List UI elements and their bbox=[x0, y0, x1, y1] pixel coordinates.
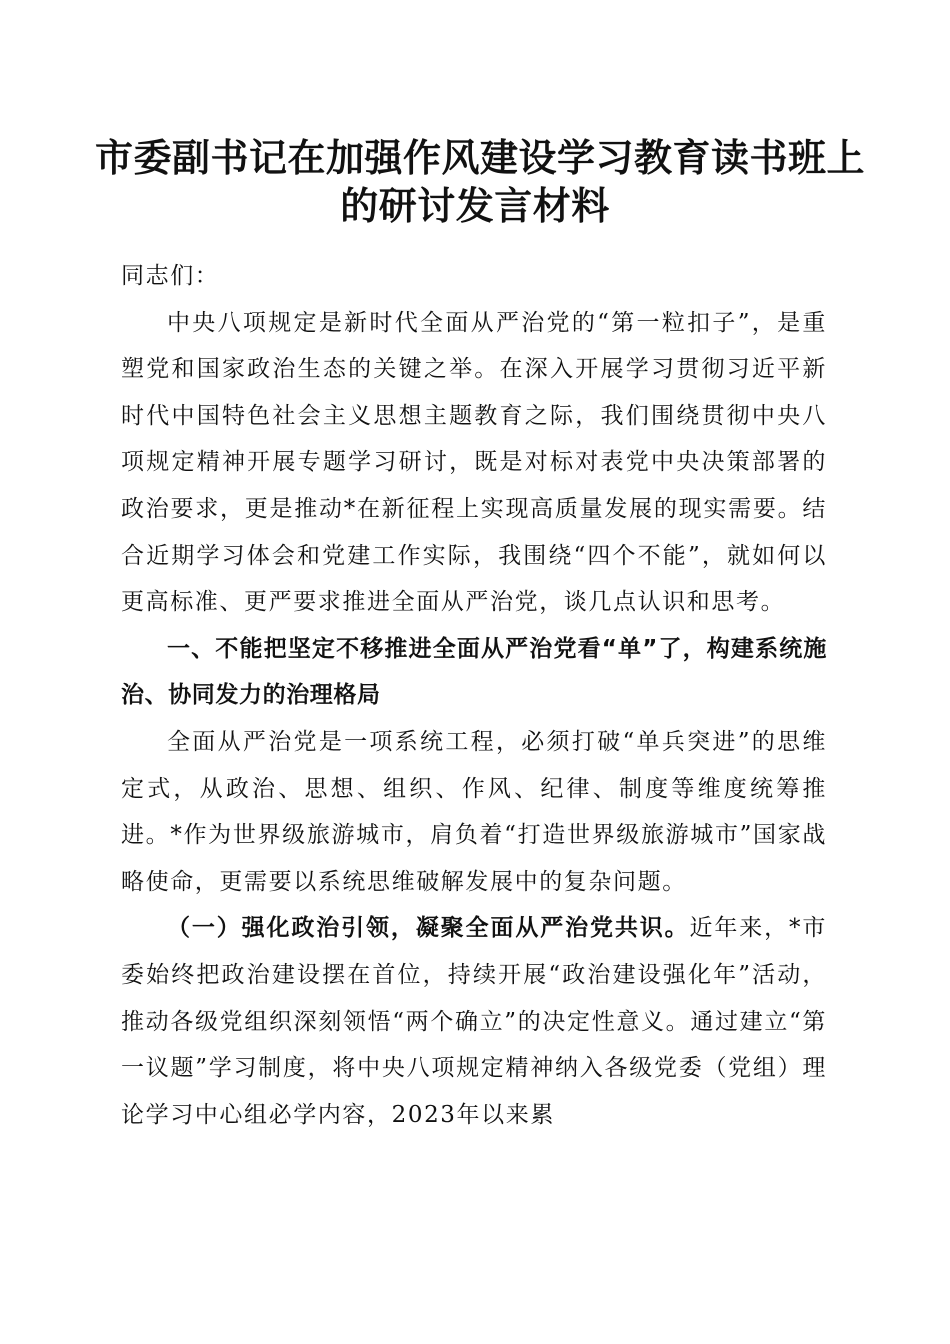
section-heading-1: 一、不能把坚定不移推进全面从严治党看“单”了，构建系统施治、协同发力的治理格局 bbox=[121, 635, 827, 709]
subsection-paragraph-1 bbox=[121, 905, 827, 1138]
title-line-1: 市委副书记在加强作风建设学习教育读书班上 bbox=[95, 135, 866, 180]
subsection-lead-1: （一）强化政治引领，凝聚全面从严治党共识。 bbox=[167, 914, 690, 942]
document-body bbox=[121, 253, 827, 1138]
intro-paragraph: 中央八项规定是新时代全面从严治党的“第一粒扣子”，是重塑党和国家政治生态的关键之举。在深入开展学习贯彻习近平新时代中国特色社会主义思想主题教育之际，我们围绕贯彻中央八项规定精神开展专题学习研讨，既是对标对表党中央决策部署的政治要求，更是推动*在新征程上实现高质量发展的现实需要。结合近期学习体会和党建工作实际，我围绕“四个不能”，就如何以更高标准、更严要求推进全面从严治党，谈几点认识和思考。 bbox=[121, 309, 827, 616]
section-paragraph-1: 全面从严治党是一项系统工程，必须打破“单兵突进”的思维定式，从政治、思想、组织、作风、纪律、制度等维度统筹推进。*作为世界级旅游城市，肩负着“打造世界级旅游城市”国家战略使命，更需要以系统思维破解发展中的复杂问题。 bbox=[121, 728, 827, 895]
document-title bbox=[95, 134, 866, 230]
subsection-text-1: 近年来，*市委始终把政治建设摆在首位，持续开展“政治建设强化年”活动，推动各级党组织深刻领悟“两个确立”的决定性意义。通过建立“第一议题”学习制度，将中央八项规定精神纳入各级党委（党组）理论学习中心组必学内容，2023年以来累 bbox=[121, 915, 827, 1128]
salutation: 同志们： bbox=[121, 263, 220, 289]
title-line-2: 的研讨发言材料 bbox=[340, 183, 610, 228]
